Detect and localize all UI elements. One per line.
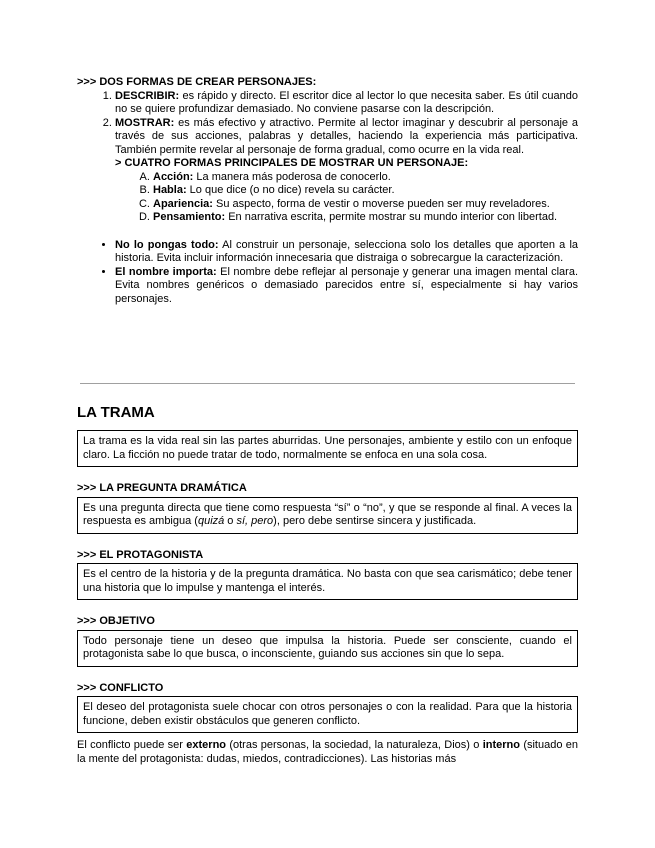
protagonist-box: Es el centro de la historia y de la pregunta dramática. No basta con que sea carismático; debe tener una historia que lo impulse y mantenga el interés. (77, 563, 578, 600)
subheading: > CUATRO FORMAS PRINCIPALES DE MOSTRAR UN PERSONAJE: (115, 157, 469, 169)
form-text: Lo que dice (o no dice) revela su carácter. (186, 184, 395, 196)
plot-section (77, 404, 578, 766)
show-forms-list (115, 171, 578, 225)
form-term: Pensamiento: (153, 211, 226, 223)
conflict-label: >>> CONFLICTO (77, 681, 164, 694)
objective-box: Todo personaje tiene un deseo que impulsa la historia. Puede ser consciente, cuando el protagonista sabe lo que busca, o inconsciente, guiando sus acciones sin que lo sepa. (77, 630, 578, 667)
creation-methods-list (77, 90, 578, 225)
intro-box: La trama es la vida real sin las partes aburridas. Une personajes, ambiente y estilo con un enfoque claro. La ficción no puede tratar de todo, normalmente se enfoca en una sola cosa. (77, 430, 578, 467)
emphasis-text: quizá (197, 515, 225, 527)
tip-text: El nombre debe reflejar al personaje y generar una imagen mental clara. Evita nombres genéricos o demasiado parecidos entre sí, especialmente si hay varios personajes. (115, 265, 578, 305)
section-heading: >>> DOS FORMAS DE CREAR PERSONAJES: (77, 76, 317, 88)
bold-term: interno (482, 739, 520, 751)
list-item (115, 266, 578, 307)
box-text: o (224, 515, 237, 527)
list-item (153, 211, 578, 225)
item-term: MOSTRAR: (115, 116, 175, 129)
item-term: DESCRIBIR: (115, 89, 180, 102)
form-term: Acción: (153, 170, 194, 183)
dramatic-question-box (77, 497, 578, 534)
list-item (115, 117, 578, 225)
emphasis-text: sí, pero (236, 515, 274, 527)
dramatic-question-label: >>> LA PREGUNTA DRAMÁTICA (77, 482, 247, 494)
protagonist-label: >>> EL PROTAGONISTA (77, 548, 204, 561)
box-text: ), pero debe sentirse sincera y justificada. (273, 515, 477, 527)
tip-text: Al construir un personaje, selecciona solo los detalles que aporten a la historia. Evita incluir información innecesaria que distraiga o sobrecargue la caracterización. (115, 238, 578, 264)
tips-list (77, 239, 578, 307)
character-section (77, 76, 578, 306)
paragraph-text: El conflicto puede ser (77, 739, 187, 751)
list-item (153, 198, 578, 212)
item-text: es más efectivo y atractivo. Permite al lector imaginar y descubrir al personaje a través de sus acciones, palabras y detalles, haciendo la experiencia más participativa. También permite revelar al personaje de forma gradual, como ocurre en la vida real. (115, 116, 578, 156)
conflict-box: El deseo del protagonista suele chocar con otros personajes o con la realidad. Para que la historia funcione, deben existir obstáculos que generen conflicto. (77, 696, 578, 733)
objective-label: >>> OBJETIVO (77, 615, 155, 627)
form-text: La manera más poderosa de conocerlo. (193, 170, 391, 183)
bold-term: externo (186, 739, 227, 751)
paragraph-text: (otras personas, la sociedad, la naturaleza, Dios) o (226, 739, 483, 751)
conflict-paragraph (77, 739, 578, 766)
list-item (153, 171, 578, 185)
form-term: Apariencia: (153, 197, 213, 210)
paragraph-text: (situado en la mente del protagonista: dudas, miedos, contradicciones). Las historias más (77, 739, 579, 765)
list-item (153, 184, 578, 198)
list-item (115, 90, 578, 117)
form-term: Habla: (153, 184, 187, 196)
section-divider (80, 383, 575, 384)
form-text: Su aspecto, forma de vestir o moverse pueden ser muy reveladores. (212, 197, 550, 210)
tip-term: El nombre importa: (115, 265, 217, 278)
list-item (115, 239, 578, 266)
section-title: LA TRAMA (77, 404, 155, 421)
form-text: En narrativa escrita, permite mostrar su mundo interior con libertad. (225, 211, 558, 223)
tip-term: No lo pongas todo: (115, 238, 219, 251)
item-text: es rápido y directo. El escritor dice al lector lo que necesita saber. Es útil cuando no se quiere profundizar demasiado. No conviene pasarse con la descripción. (115, 89, 578, 115)
box-text: Es una pregunta directa que tiene como respuesta “sí” o “no”, y que se responde al final. A veces la respuesta es ambigua ( (83, 501, 572, 527)
